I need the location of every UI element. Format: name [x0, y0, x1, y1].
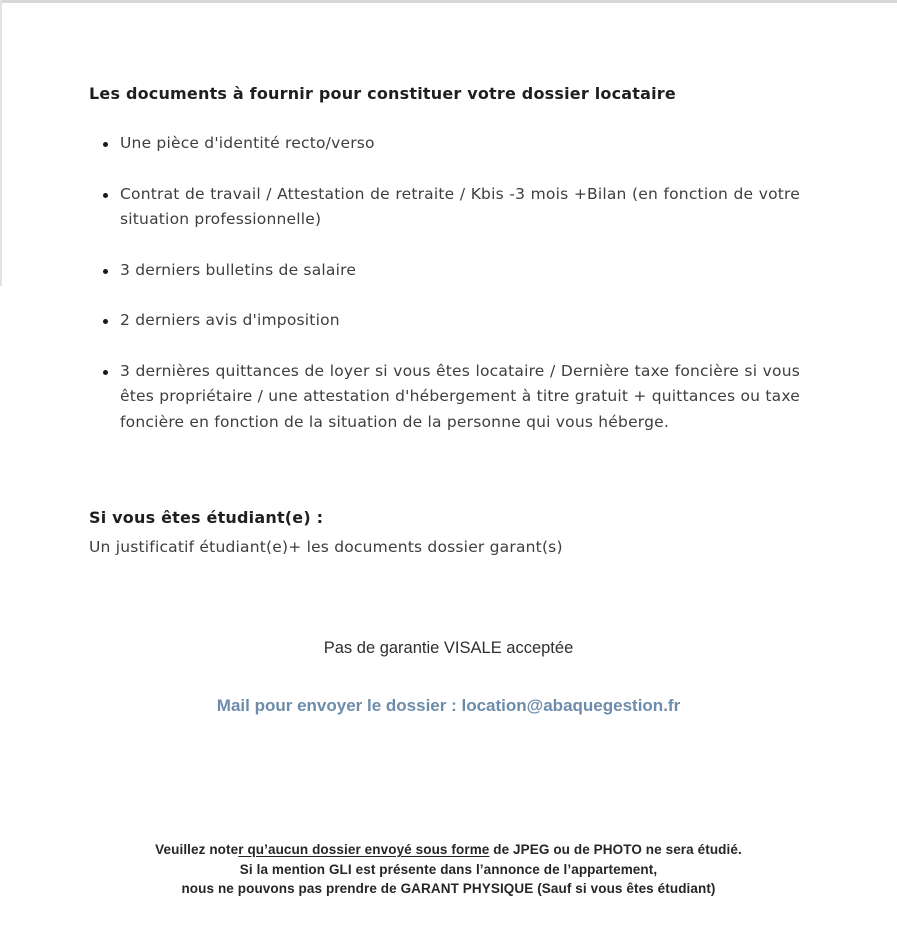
footer-warning-line-3: nous ne pouvons pas prendre de GARANT PHYSIQUE (Sauf si vous êtes étudiant) [181, 881, 716, 896]
visale-guarantee-note: Pas de garantie VISALE acceptée [323, 639, 574, 657]
footer-line1-prefix: Veuillez note [155, 842, 239, 857]
list-item: 2 derniers avis d'imposition [89, 308, 800, 334]
footer-warning-line-2: Si la mention GLI est présente dans l’annonce de l’appartement, [239, 861, 658, 877]
top-divider-line [0, 0, 897, 3]
list-item: 3 derniers bulletins de salaire [89, 258, 800, 284]
documents-list [89, 131, 800, 460]
footer-warning [0, 840, 897, 899]
footer-warning-line-1 [0, 840, 897, 860]
student-section-heading: Si vous êtes étudiant(e) : [89, 508, 324, 527]
footer-line1-underlined-text: r qu’aucun dossier envoyé sous forme [238, 842, 490, 857]
list-item: Une pièce d'identité recto/verso [89, 131, 800, 157]
footer-line1-suffix: de JPEG ou de PHOTO ne sera étudié. [489, 842, 742, 857]
list-item: Contrat de travail / Attestation de retraite / Kbis -3 mois +Bilan (en fonction de votre situation professionnelle) [89, 182, 800, 233]
student-section-note: Un justificatif étudiant(e)+ les documents dossier garant(s) [89, 538, 563, 556]
list-item: 3 dernières quittances de loyer si vous êtes locataire / Dernière taxe foncière si vous êtes propriétaire / une attestation d'hébergement à titre gratuit + quittances ou taxe foncière en fonction de la situation de la personne qui vous héberge. [89, 359, 800, 436]
page-title: Les documents à fournir pour constituer votre dossier locataire [89, 84, 676, 103]
mail-instruction: Mail pour envoyer le dossier : location@abaquegestion.fr [216, 696, 681, 715]
left-edge-line [0, 0, 2, 286]
